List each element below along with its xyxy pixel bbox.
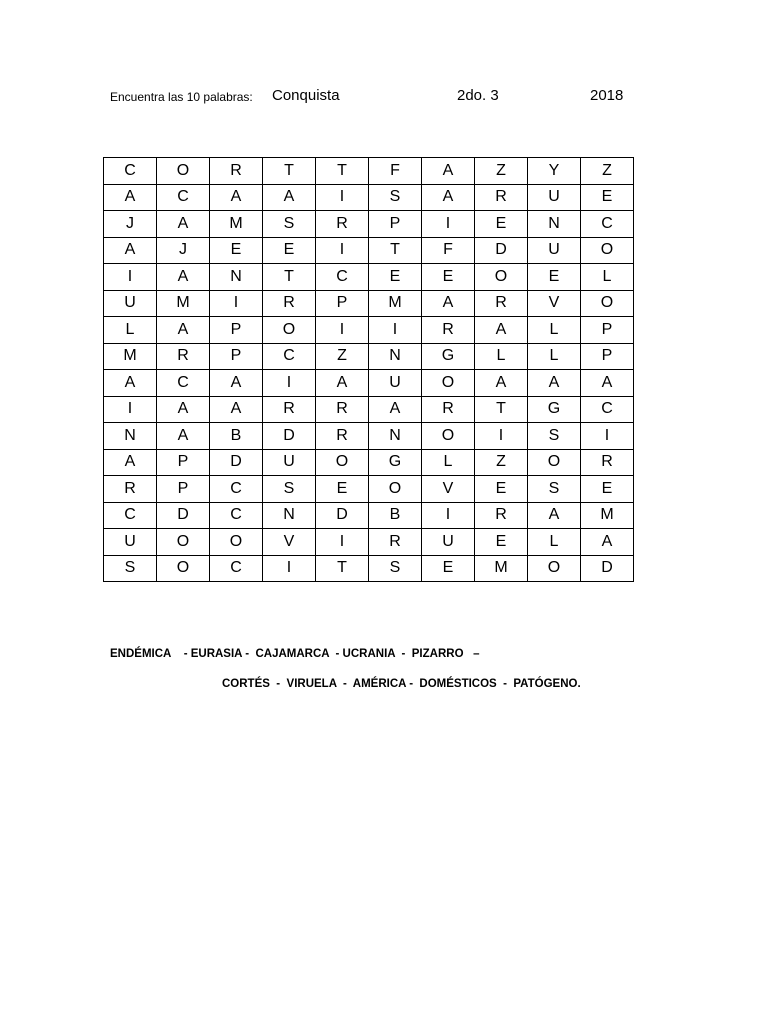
word-search-grid <box>103 157 634 582</box>
grid-cell: I <box>422 211 475 238</box>
grid-cell: T <box>316 555 369 582</box>
grid-cell: I <box>316 184 369 211</box>
grid-cell: C <box>157 184 210 211</box>
grid-cell: O <box>475 264 528 291</box>
grid-cell: J <box>157 237 210 264</box>
grid-cell: A <box>210 396 263 423</box>
word-list-line-2: CORTÉS - VIRUELA - AMÉRICA - DOMÉSTICOS - PATÓGENO. <box>222 678 581 690</box>
grid-cell: R <box>475 290 528 317</box>
grid-cell: U <box>528 237 581 264</box>
grid-cell: A <box>104 184 157 211</box>
word-list-line-1: ENDÉMICA - EURASIA - CAJAMARCA - UCRANIA - PIZARRO – <box>110 648 480 660</box>
grid-cell: S <box>369 184 422 211</box>
grid-cell: S <box>263 476 316 503</box>
grid-cell: N <box>369 343 422 370</box>
grid-cell: U <box>263 449 316 476</box>
grid-cell: L <box>104 317 157 344</box>
grid-cell: E <box>475 529 528 556</box>
grid-cell: D <box>157 502 210 529</box>
grid-cell: E <box>210 237 263 264</box>
grid-cell: S <box>528 476 581 503</box>
grid-cell: R <box>316 211 369 238</box>
grid-cell: V <box>263 529 316 556</box>
grid-cell: E <box>581 184 634 211</box>
grid-cell: C <box>263 343 316 370</box>
grid-cell: A <box>528 370 581 397</box>
grid-cell: A <box>422 158 475 185</box>
grid-cell: P <box>157 449 210 476</box>
grid-cell: A <box>157 211 210 238</box>
grid-cell: T <box>369 237 422 264</box>
grid-cell: I <box>104 396 157 423</box>
year-label: 2018 <box>590 87 624 104</box>
grid-cell: U <box>104 290 157 317</box>
grid-cell: O <box>210 529 263 556</box>
grid-cell: A <box>157 317 210 344</box>
grid-row <box>104 237 634 264</box>
grid-cell: A <box>528 502 581 529</box>
grid-cell: I <box>422 502 475 529</box>
grid-cell: J <box>104 211 157 238</box>
grid-cell: L <box>475 343 528 370</box>
grid-row <box>104 264 634 291</box>
grid-cell: A <box>210 184 263 211</box>
grade-label: 2do. 3 <box>457 87 499 104</box>
grid-cell: R <box>210 158 263 185</box>
grid-cell: M <box>581 502 634 529</box>
grid-row <box>104 449 634 476</box>
grid-cell: I <box>316 237 369 264</box>
grid-cell: A <box>422 290 475 317</box>
grid-cell: P <box>581 317 634 344</box>
grid-cell: D <box>475 237 528 264</box>
grid-cell: Z <box>316 343 369 370</box>
grid-cell: B <box>369 502 422 529</box>
grid-cell: R <box>263 290 316 317</box>
grid-cell: B <box>210 423 263 450</box>
grid-cell: V <box>528 290 581 317</box>
grid-cell: C <box>210 502 263 529</box>
grid-row <box>104 290 634 317</box>
grid-cell: L <box>528 529 581 556</box>
grid-cell: A <box>104 237 157 264</box>
grid-cell: A <box>316 370 369 397</box>
grid-cell: L <box>528 343 581 370</box>
grid-cell: M <box>475 555 528 582</box>
grid-cell: R <box>475 502 528 529</box>
grid-cell: A <box>263 184 316 211</box>
grid-cell: Z <box>475 158 528 185</box>
grid-cell: I <box>263 555 316 582</box>
grid-row <box>104 184 634 211</box>
grid-cell: S <box>369 555 422 582</box>
grid-cell: P <box>316 290 369 317</box>
grid-cell: A <box>369 396 422 423</box>
grid-cell: O <box>157 529 210 556</box>
grid-cell: O <box>422 423 475 450</box>
grid-cell: L <box>422 449 475 476</box>
grid-cell: E <box>475 211 528 238</box>
grid-cell: E <box>316 476 369 503</box>
grid-cell: T <box>263 158 316 185</box>
grid-cell: U <box>369 370 422 397</box>
instruction-text: Encuentra las 10 palabras: <box>110 90 253 104</box>
grid-cell: P <box>369 211 422 238</box>
grid-cell: N <box>104 423 157 450</box>
topic-title: Conquista <box>272 87 340 104</box>
grid-row <box>104 211 634 238</box>
grid-cell: P <box>210 317 263 344</box>
grid-cell: S <box>104 555 157 582</box>
grid-cell: O <box>528 449 581 476</box>
grid-cell: O <box>369 476 422 503</box>
grid-cell: R <box>316 423 369 450</box>
grid-cell: O <box>528 555 581 582</box>
grid-cell: A <box>104 449 157 476</box>
grid-cell: R <box>157 343 210 370</box>
grid-cell: R <box>422 317 475 344</box>
grid-cell: M <box>157 290 210 317</box>
grid-row <box>104 555 634 582</box>
grid-row <box>104 396 634 423</box>
grid-cell: C <box>210 476 263 503</box>
grid-cell: A <box>104 370 157 397</box>
grid-cell: T <box>475 396 528 423</box>
grid-cell: I <box>316 529 369 556</box>
grid-cell: S <box>528 423 581 450</box>
grid-cell: R <box>263 396 316 423</box>
grid-cell: I <box>104 264 157 291</box>
grid-cell: G <box>528 396 581 423</box>
grid-cell: N <box>210 264 263 291</box>
grid-cell: R <box>369 529 422 556</box>
grid-cell: D <box>581 555 634 582</box>
grid-cell: C <box>104 158 157 185</box>
grid-cell: R <box>581 449 634 476</box>
grid-cell: O <box>157 555 210 582</box>
grid-cell: R <box>104 476 157 503</box>
grid-cell: T <box>316 158 369 185</box>
grid-row <box>104 502 634 529</box>
grid-cell: I <box>210 290 263 317</box>
grid-cell: C <box>316 264 369 291</box>
grid-cell: U <box>528 184 581 211</box>
grid-cell: A <box>210 370 263 397</box>
grid-cell: F <box>369 158 422 185</box>
grid-cell: D <box>263 423 316 450</box>
grid-cell: C <box>210 555 263 582</box>
grid-cell: C <box>157 370 210 397</box>
grid-cell: O <box>581 290 634 317</box>
grid-row <box>104 476 634 503</box>
grid-cell: N <box>528 211 581 238</box>
grid-cell: R <box>475 184 528 211</box>
grid-row <box>104 370 634 397</box>
grid-cell: F <box>422 237 475 264</box>
grid-cell: V <box>422 476 475 503</box>
grid-cell: M <box>210 211 263 238</box>
grid-cell: M <box>104 343 157 370</box>
grid-cell: N <box>369 423 422 450</box>
grid-cell: M <box>369 290 422 317</box>
grid-row <box>104 317 634 344</box>
grid-cell: O <box>157 158 210 185</box>
grid-cell: P <box>157 476 210 503</box>
grid-cell: I <box>369 317 422 344</box>
grid-cell: A <box>157 264 210 291</box>
grid-row <box>104 343 634 370</box>
grid-cell: U <box>422 529 475 556</box>
grid-cell: L <box>528 317 581 344</box>
grid-cell: L <box>581 264 634 291</box>
grid-row <box>104 529 634 556</box>
grid-row <box>104 423 634 450</box>
grid-cell: O <box>422 370 475 397</box>
grid-cell: E <box>263 237 316 264</box>
grid-cell: N <box>263 502 316 529</box>
grid-cell: E <box>422 264 475 291</box>
grid-cell: A <box>157 423 210 450</box>
grid-cell: I <box>316 317 369 344</box>
grid-cell: A <box>157 396 210 423</box>
grid-cell: R <box>422 396 475 423</box>
grid-cell: R <box>316 396 369 423</box>
grid-cell: G <box>422 343 475 370</box>
grid-cell: U <box>104 529 157 556</box>
grid-cell: Z <box>475 449 528 476</box>
grid-cell: A <box>475 370 528 397</box>
grid-cell: E <box>528 264 581 291</box>
grid-cell: I <box>263 370 316 397</box>
grid-cell: Z <box>581 158 634 185</box>
grid-cell: A <box>581 529 634 556</box>
grid-cell: O <box>263 317 316 344</box>
grid-cell: D <box>316 502 369 529</box>
grid-cell: C <box>104 502 157 529</box>
grid-cell: I <box>475 423 528 450</box>
grid-cell: E <box>422 555 475 582</box>
grid-cell: A <box>422 184 475 211</box>
grid-cell: G <box>369 449 422 476</box>
grid-cell: I <box>581 423 634 450</box>
grid-cell: Y <box>528 158 581 185</box>
grid-cell: O <box>316 449 369 476</box>
grid-cell: A <box>475 317 528 344</box>
grid-cell: O <box>581 237 634 264</box>
grid-cell: S <box>263 211 316 238</box>
grid-cell: P <box>581 343 634 370</box>
grid-cell: C <box>581 396 634 423</box>
grid-row <box>104 158 634 185</box>
grid-cell: C <box>581 211 634 238</box>
grid-cell: A <box>581 370 634 397</box>
grid-cell: E <box>369 264 422 291</box>
grid-cell: D <box>210 449 263 476</box>
grid-cell: T <box>263 264 316 291</box>
grid-cell: E <box>475 476 528 503</box>
grid-cell: P <box>210 343 263 370</box>
grid-cell: E <box>581 476 634 503</box>
